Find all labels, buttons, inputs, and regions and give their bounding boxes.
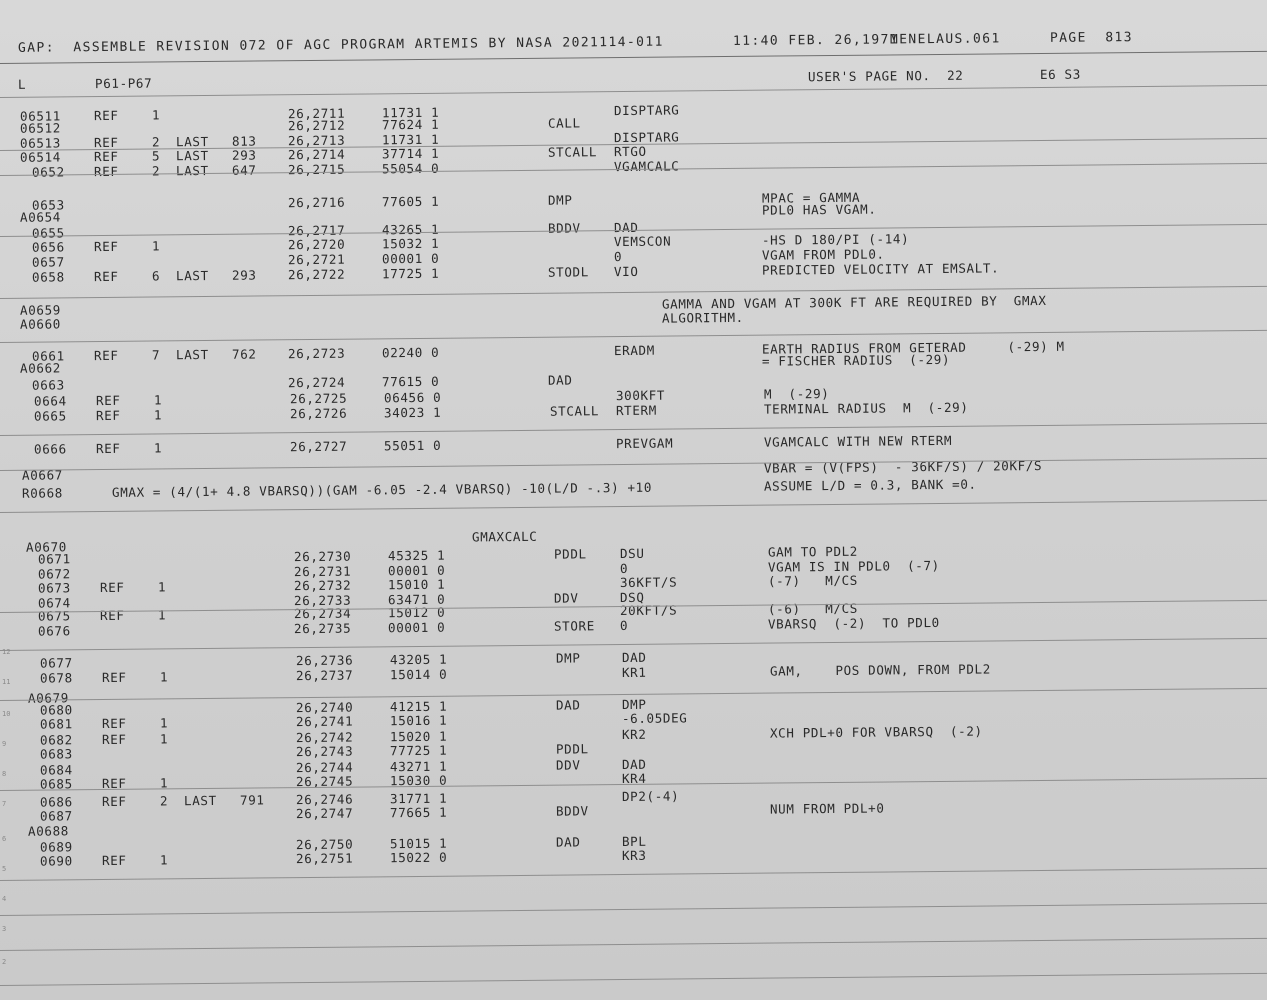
line-ref: REF — [101, 775, 127, 792]
line-word: 15014 0 — [389, 666, 448, 683]
line-cnt: 1 — [159, 775, 169, 791]
line-operand: 300KFT — [615, 387, 666, 404]
line-addr: 26,2740 — [295, 699, 354, 716]
line-word: 43205 1 — [389, 651, 448, 668]
line-ref: REF — [101, 852, 127, 869]
line-cnt: 1 — [153, 407, 163, 423]
line-operand: RTERM — [615, 402, 657, 419]
line-operand: 0 — [613, 249, 623, 265]
line-ref: REF — [99, 607, 125, 624]
line-cnt: 1 — [157, 579, 167, 595]
line-lpg: 791 — [239, 792, 265, 808]
line-word: 02240 0 — [381, 344, 440, 361]
line-operand: KR4 — [621, 770, 647, 787]
margin-tick: 10 — [2, 710, 11, 718]
line-word: 37714 1 — [381, 145, 440, 162]
line-addr: 26,2717 — [287, 222, 346, 239]
paper-rule — [0, 500, 1267, 513]
line-addr: 26,2716 — [287, 194, 346, 211]
line-addr: 26,2723 — [287, 345, 346, 362]
line-word: 77615 0 — [381, 373, 440, 390]
line-ref: REF — [95, 392, 121, 409]
line-comment: PDL0 HAS VGAM. — [761, 201, 877, 218]
line-operand: 0 — [619, 560, 629, 577]
line-ref: REF — [93, 268, 119, 285]
line-addr: 26,2751 — [295, 850, 354, 867]
margin-tick: 12 — [2, 648, 11, 656]
line-ref: REF — [101, 731, 127, 748]
line-op: DAD — [555, 697, 581, 713]
margin-tick: 5 — [2, 865, 7, 873]
line-no: 0673 — [37, 580, 71, 596]
line-word: 15010 1 — [387, 576, 446, 593]
line-comment: NUM FROM PDL+0 — [769, 800, 885, 817]
line-operand: BPL — [621, 833, 647, 850]
line-word: 31771 1 — [389, 790, 448, 807]
line-addr: 26,2742 — [295, 729, 354, 746]
line-no: A0659 — [19, 302, 61, 318]
line-no: 0672 — [37, 566, 71, 582]
line-cnt: 2 — [151, 163, 161, 179]
line-word: 43271 1 — [389, 758, 448, 775]
line-no: A0662 — [19, 360, 61, 376]
line-word: 11731 1 — [381, 131, 440, 148]
line-addr: 26,2714 — [287, 146, 346, 163]
line-operand: DAD — [621, 756, 647, 773]
line-comment: VGAM FROM PDL0. — [761, 246, 885, 263]
line-cnt: 1 — [159, 715, 169, 731]
line-addr: 26,2744 — [295, 759, 354, 776]
margin-tick: 8 — [2, 770, 7, 778]
line-addr: 26,2747 — [295, 805, 354, 822]
paper-rule — [0, 938, 1267, 951]
line-word: 00001 0 — [381, 250, 440, 267]
line-cnt: 1 — [153, 392, 163, 408]
line-op: DMP — [547, 192, 573, 208]
line-op: DDV — [555, 757, 581, 773]
line-word: 17725 1 — [381, 265, 440, 282]
margin-tick: 7 — [2, 800, 7, 808]
line-no: A0679 — [27, 690, 69, 706]
line-operand: DAD — [621, 649, 647, 666]
line-addr: 26,2727 — [289, 438, 348, 455]
line-operand: 0 — [619, 617, 629, 634]
line-op: CALL — [547, 115, 581, 131]
gmaxcalc-label: GMAXCALC — [471, 528, 538, 545]
line-comment: EARTH RADIUS FROM GETERAD (-29) M — [761, 338, 1065, 357]
line-op: DAD — [555, 834, 581, 850]
line-cnt: 6 — [151, 268, 161, 284]
line-lpg: 813 — [231, 133, 257, 149]
line-no: 0686 — [39, 794, 73, 810]
line-cnt: 1 — [151, 107, 161, 123]
line-addr: 26,2721 — [287, 251, 346, 268]
line-op: BDDV — [555, 803, 589, 819]
line-op: STORE — [553, 618, 595, 634]
line-no: 06512 — [19, 120, 61, 136]
line-addr: 26,2734 — [293, 605, 352, 622]
line-no: 0663 — [31, 377, 65, 393]
line-ref: REF — [99, 579, 125, 596]
subheader-range: P61-P67 — [94, 75, 153, 92]
line-cnt: 1 — [151, 238, 161, 254]
line-addr: 26,2711 — [287, 105, 346, 122]
line-no: A0670 — [25, 539, 67, 555]
line-comment: GAMMA AND VGAM AT 300K FT ARE REQUIRED BY GMAX — [661, 292, 1047, 312]
line-word: 06456 0 — [383, 389, 442, 406]
margin-tick: 6 — [2, 835, 7, 843]
line-word: 34023 1 — [383, 404, 442, 421]
line-operand: VGAMCALC — [613, 158, 680, 175]
line-word: 43265 1 — [381, 221, 440, 238]
line-no: 0652 — [31, 164, 65, 180]
line-ref: REF — [93, 163, 119, 180]
line-ref: REF — [93, 347, 119, 364]
line-ref: REF — [93, 107, 119, 124]
line-no: 0689 — [39, 839, 73, 855]
line-ref: REF — [101, 793, 127, 810]
subheader-l: L — [17, 76, 27, 92]
line-no: 0665 — [33, 408, 67, 424]
line-lpg: 647 — [231, 162, 257, 178]
line-no: A0688 — [27, 823, 69, 839]
line-no: 0671 — [37, 551, 71, 567]
header-page: PAGE 813 — [1049, 30, 1134, 46]
paper-rule — [0, 973, 1267, 986]
line-operand: 20KFT/S — [619, 602, 678, 619]
line-word: 00001 0 — [387, 562, 446, 579]
line-cnt: 1 — [157, 607, 167, 623]
line-op: STCALL — [549, 403, 600, 419]
line-word: 15032 1 — [381, 235, 440, 252]
line-addr: 26,2736 — [295, 652, 354, 669]
line-operand: DAD — [613, 219, 639, 236]
line-operand: PREVGAM — [615, 435, 674, 452]
line-comment: VBARSQ (-2) TO PDL0 — [767, 614, 940, 632]
line-lpg: 293 — [231, 147, 257, 163]
margin-tick: 3 — [2, 925, 7, 933]
header-user: MENELAUS.061 — [889, 31, 1001, 48]
subheader-code: E6 S3 — [1039, 66, 1081, 83]
line-cnt: 1 — [159, 669, 169, 685]
line-addr: 26,2733 — [293, 592, 352, 609]
line-no: R0668 — [21, 485, 63, 501]
line-comment: -HS D 180/PI (-14) — [761, 231, 910, 248]
line-cnt: 2 — [151, 134, 161, 150]
line-addr: 26,2725 — [289, 390, 348, 407]
line-no: 0675 — [37, 608, 71, 624]
line-no: 0687 — [39, 808, 73, 824]
line-word: 15022 0 — [389, 849, 448, 866]
paper-rule — [0, 903, 1267, 916]
line-no: 0690 — [39, 853, 73, 869]
line-word: 15030 0 — [389, 772, 448, 789]
line-comment: GAM, POS DOWN, FROM PDL2 — [769, 661, 991, 679]
subheader-line — [0, 66, 1267, 94]
line-ref: REF — [93, 238, 119, 255]
line-no: 0661 — [31, 348, 65, 364]
line-addr: 26,2735 — [293, 620, 352, 637]
line-op: DMP — [555, 650, 581, 666]
line-last: LAST — [175, 267, 209, 284]
line-operand: KR3 — [621, 847, 647, 864]
line-operand: KR2 — [621, 726, 647, 743]
line-operand: DMP — [621, 696, 647, 713]
line-word: 41215 1 — [389, 698, 448, 715]
line-operand: DSQ — [619, 589, 645, 606]
margin-tick: 2 — [2, 958, 7, 966]
line-word: 77624 1 — [381, 116, 440, 133]
line-op: PDDL — [553, 546, 587, 562]
line-word: 15016 1 — [389, 712, 448, 729]
line-last: LAST — [175, 147, 209, 164]
line-lpg: 762 — [231, 346, 257, 362]
line-no: 0682 — [39, 732, 73, 748]
line-addr: 26,2743 — [295, 743, 354, 760]
line-cnt: 2 — [159, 793, 169, 809]
line-addr: 26,2731 — [293, 563, 352, 580]
line-operand: 36KFT/S — [619, 574, 678, 591]
paper-rule — [0, 868, 1267, 881]
line-comment: (-7) M/CS — [767, 572, 859, 589]
line-operand: DISPTARG — [613, 129, 680, 146]
line-comment: XCH PDL+0 FOR VBARSQ (-2) — [769, 723, 983, 741]
line-no: 0657 — [31, 254, 65, 270]
line-word: 51015 1 — [389, 835, 448, 852]
line-comment: (-6) M/CS — [767, 600, 859, 617]
line-no: A0654 — [19, 209, 61, 225]
line-no: A0667 — [21, 467, 63, 483]
line-no: 0685 — [39, 776, 73, 792]
line-operand: KR1 — [621, 664, 647, 681]
line-no: 0684 — [39, 762, 73, 778]
line-no: 0656 — [31, 239, 65, 255]
line-no: 0681 — [39, 716, 73, 732]
line-no: 0680 — [39, 702, 73, 718]
line-no: 06514 — [19, 149, 61, 165]
line-operand: -6.05DEG — [621, 710, 688, 727]
line-word: 45325 1 — [387, 547, 446, 564]
line-ref: REF — [95, 440, 121, 457]
line-comment: ALGORITHM. — [661, 309, 744, 326]
listing-line — [0, 431, 1267, 459]
line-word: 63471 0 — [387, 591, 446, 608]
line-no: 0664 — [33, 393, 67, 409]
line-last: LAST — [175, 346, 209, 363]
line-no: 0653 — [31, 197, 65, 213]
line-comment: M (-29) — [763, 386, 830, 402]
line-no: 0683 — [39, 746, 73, 762]
line-no: A0660 — [19, 316, 61, 332]
line-last: LAST — [175, 162, 209, 179]
line-word: 15012 0 — [387, 604, 446, 621]
line-operand: VIO — [613, 263, 639, 280]
line-no: 0676 — [37, 623, 71, 639]
line-addr: 26,2741 — [295, 713, 354, 730]
line-operand: ERADM — [613, 342, 655, 359]
line-cnt: 1 — [153, 440, 163, 456]
line-operand: VEMSCON — [613, 233, 672, 250]
line-word: 77665 1 — [389, 804, 448, 821]
line-cnt: 5 — [151, 148, 161, 164]
line-word: 11731 1 — [381, 104, 440, 121]
line-ref: REF — [101, 715, 127, 732]
line-op: STCALL — [547, 144, 598, 160]
line-comment: TERMINAL RADIUS M (-29) — [763, 399, 969, 417]
line-addr: 26,2720 — [287, 236, 346, 253]
line-addr: 26,2713 — [287, 132, 346, 149]
line-addr: 26,2737 — [295, 667, 354, 684]
line-word: 55054 0 — [381, 160, 440, 177]
line-comment: PREDICTED VELOCITY AT EMSALT. — [761, 260, 1000, 278]
line-ref: REF — [101, 669, 127, 686]
line-ref: REF — [93, 134, 119, 151]
line-addr: 26,2724 — [287, 374, 346, 391]
margin-tick: 9 — [2, 740, 7, 748]
line-last: LAST — [183, 792, 217, 809]
line-cnt: 1 — [159, 731, 169, 747]
line-ref: REF — [93, 148, 119, 165]
line-op: DAD — [547, 372, 573, 388]
line-word: 77605 1 — [381, 193, 440, 210]
line-operand: DISPTARG — [613, 102, 680, 119]
line-comment: VGAMCALC WITH NEW RTERM — [763, 432, 953, 450]
header-program: GAP: ASSEMBLE REVISION 072 OF AGC PROGRAM ARTEMIS BY NASA 2021114-011 — [17, 34, 664, 56]
line-addr: 26,2730 — [293, 548, 352, 565]
line-cnt: 1 — [159, 852, 169, 868]
gmax-formula: GMAX = (4/(1+ 4.8 VBARSQ))(GAM -6.05 -2.4 VBARSQ) -10(L/D -.3) +10 — [111, 479, 653, 500]
line-addr: 26,2745 — [295, 773, 354, 790]
line-no: 0674 — [37, 595, 71, 611]
line-lpg: 293 — [231, 267, 257, 283]
margin-tick: 11 — [2, 678, 11, 686]
line-word: 77725 1 — [389, 742, 448, 759]
line-no: 0658 — [31, 269, 65, 285]
line-op: DDV — [553, 590, 579, 606]
header-line — [0, 30, 1267, 58]
line-no: 0678 — [39, 670, 73, 686]
line-no: 06513 — [19, 135, 61, 151]
line-addr: 26,2726 — [289, 405, 348, 422]
line-operand: DSU — [619, 545, 645, 562]
line-op: BDDV — [547, 220, 581, 236]
line-addr: 26,2712 — [287, 117, 346, 134]
line-addr: 26,2722 — [287, 266, 346, 283]
line-comment: VGAM IS IN PDL0 (-7) — [767, 557, 940, 575]
line-word: 00001 0 — [387, 619, 446, 636]
line-addr: 26,2750 — [295, 836, 354, 853]
line-no: 0655 — [31, 225, 65, 241]
line-comment: ASSUME L/D = 0.3, BANK =0. — [763, 476, 977, 494]
line-no: 06511 — [19, 108, 61, 124]
line-comment: = FISCHER RADIUS (-29) — [761, 351, 951, 369]
line-no: 0677 — [39, 655, 73, 671]
margin-tick: 4 — [2, 895, 7, 903]
line-operand: DP2(-4) — [621, 788, 680, 805]
line-comment: VBAR = (V(FPS) - 36KF/S) / 20KF/S — [763, 457, 1043, 476]
line-addr: 26,2732 — [293, 577, 352, 594]
line-addr: 26,2746 — [295, 791, 354, 808]
subheader-users-page: USER'S PAGE NO. 22 — [807, 67, 964, 85]
line-op: PDDL — [555, 741, 589, 757]
line-last: LAST — [175, 133, 209, 150]
line-operand: RTGO — [613, 143, 647, 160]
line-cnt: 7 — [151, 347, 161, 363]
line-addr: 26,2715 — [287, 161, 346, 178]
line-no: 0666 — [33, 441, 67, 457]
line-op: STODL — [547, 264, 589, 280]
line-word: 55051 0 — [383, 437, 442, 454]
line-ref: REF — [95, 407, 121, 424]
header-timestamp: 11:40 FEB. 26,1971 — [732, 32, 900, 49]
line-comment: MPAC = GAMMA — [761, 189, 861, 206]
line-word: 15020 1 — [389, 728, 448, 745]
line-comment: GAM TO PDL2 — [767, 543, 859, 560]
